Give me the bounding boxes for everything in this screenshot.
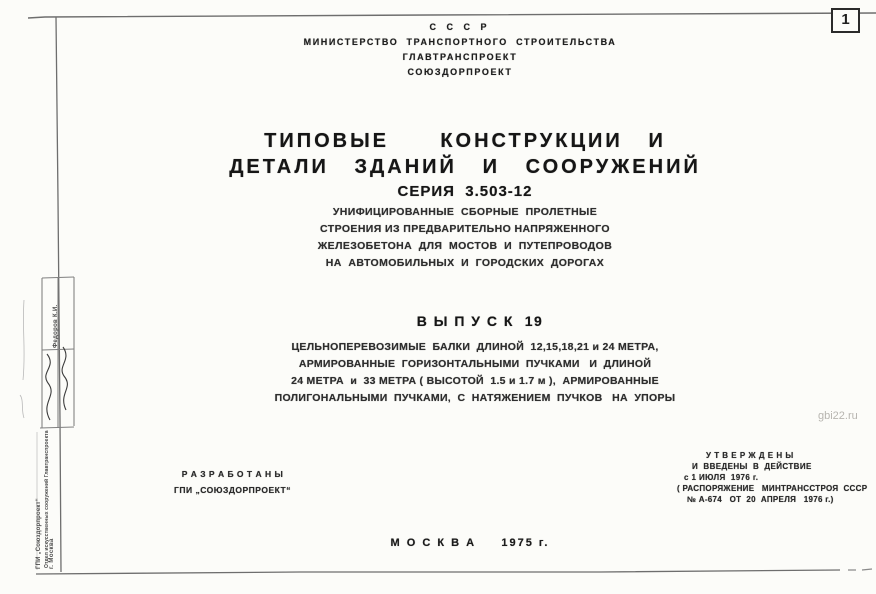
approved-line-1: У Т В Е Р Ж Д Е Н Ы	[706, 451, 794, 460]
developed-line-1: Р А З Р А Б О Т А Н Ы	[181, 469, 284, 479]
approved-line-2: И ВВЕДЕНЫ В ДЕЙСТВИЕ	[692, 462, 812, 471]
bottom-border-dashes	[848, 569, 872, 570]
series-desc-line: НА АВТОМОБИЛЬНЫХ И ГОРОДСКИХ ДОРОГАХ	[325, 257, 605, 269]
series-desc-line: СТРОЕНИЯ ИЗ ПРЕДВАРИТЕЛЬНО НАПРЯЖЕННОГО	[320, 223, 610, 235]
document-title	[215, 128, 715, 180]
approved-line-5: № А-674 ОТ 20 АПРЕЛЯ 1976 г.)	[687, 495, 834, 504]
series-description	[255, 204, 675, 272]
signature-icon	[62, 347, 67, 410]
issue-desc-line: 24 МЕТРА и 33 МЕТРА ( ВЫСОТОЙ 1.5 и 1.7 м ), АРМИРОВАННЫЕ	[291, 375, 659, 387]
series-desc-line: ЖЕЛЕЗОБЕТОНА ДЛЯ МОСТОВ И ПУТЕПРОВОДОВ	[317, 240, 613, 252]
issue-desc-line: ЦЕЛЬНОПЕРЕВОЗИМЫЕ БАЛКИ ДЛИНОЙ 12,15,18,21 и 24 МЕТРА,	[291, 341, 659, 353]
page-number-box	[831, 8, 860, 33]
stamp-signatory-name: Федоров К.И.	[53, 304, 59, 348]
stamp-dept: Отдел искусственных сооружений Главтранспроекта	[44, 430, 50, 568]
title-line-2: ДЕТАЛИ ЗДАНИЙ И СООРУЖЕНИЙ	[229, 156, 701, 178]
approved-line-4: ( РАСПОРЯЖЕНИЕ МИНТРАНССТРОЯ СССР	[677, 484, 868, 493]
top-border-line	[28, 13, 876, 18]
developed-line-2: ГПИ „СОЮЗДОРПРОЕКТ“	[174, 485, 291, 495]
stamp-org: ГПИ „Союздорпроект“	[36, 498, 42, 569]
series-desc-line: УНИФИЦИРОВАННЫЕ СБОРНЫЕ ПРОЛЕТНЫЕ	[332, 206, 598, 218]
stamp-city: г. Москва	[49, 538, 55, 569]
watermark: gbi22.ru	[818, 410, 858, 422]
issue-label: В Ы П У С К 19	[416, 313, 544, 329]
header-line-cccp: С С С Р	[429, 22, 491, 32]
page-number: 1	[841, 11, 850, 28]
pencil-marks	[20, 300, 24, 418]
header-line-ministry: МИНИСТЕРСТВО ТРАНСПОРТНОГО СТРОИТЕЛЬСТВА	[303, 37, 617, 47]
title-line-1: ТИПОВЫЕ КОНСТРУКЦИИ И	[264, 130, 666, 152]
issue-desc-line: АРМИРОВАННЫЕ ГОРИЗОНТАЛЬНЫМИ ПУЧКАМИ И ДЛИНОЙ	[298, 358, 652, 370]
series-label: СЕРИЯ 3.503-12	[397, 183, 533, 200]
developed-block	[150, 466, 315, 498]
footer-city-year: М О С К В А 1975 г.	[390, 537, 550, 549]
bottom-border-line	[36, 570, 840, 574]
issue-desc-line: ПОЛИГОНАЛЬНЫМИ ПУЧКАМИ, С НАТЯЖЕНИЕМ ПУЧКОВ НА УПОРЫ	[274, 392, 676, 404]
header-line-glavtransproekt: ГЛАВТРАНСПРОЕКТ	[402, 52, 518, 62]
issue-description	[265, 339, 685, 407]
signature-icon	[46, 354, 51, 420]
header-block	[230, 20, 690, 80]
header-line-soyuzdorproekt: СОЮЗДОРПРОЕКТ	[407, 67, 513, 77]
approved-line-3: с 1 ИЮЛЯ 1976 г.	[684, 473, 759, 482]
